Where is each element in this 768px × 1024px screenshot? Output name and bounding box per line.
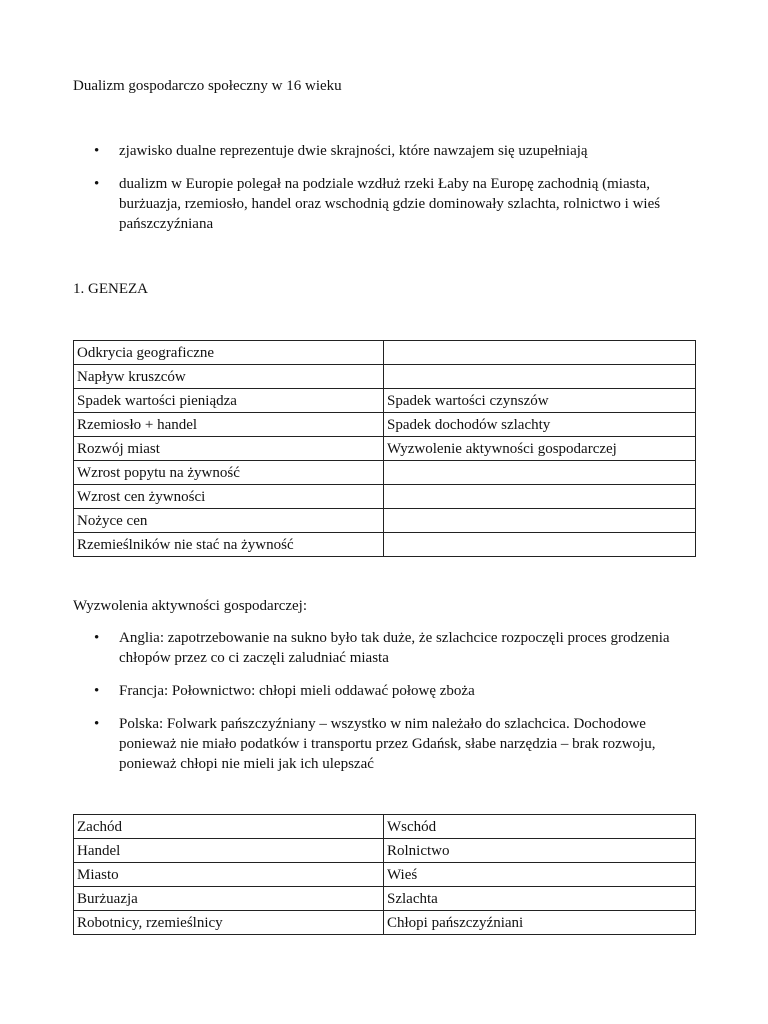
table-cell: Rolnictwo bbox=[384, 839, 696, 863]
table-row bbox=[74, 863, 696, 887]
table-cell: Nożyce cen bbox=[74, 509, 384, 533]
table-cell: Rzemiosło + handel bbox=[74, 413, 384, 437]
table-cell: Burżuazja bbox=[74, 887, 384, 911]
table-cell: Miasto bbox=[74, 863, 384, 887]
table-cell: Wzrost cen żywności bbox=[74, 485, 384, 509]
table-cell bbox=[384, 509, 696, 533]
section-heading-geneza: 1. GENEZA bbox=[73, 281, 148, 297]
geneza-table bbox=[73, 340, 696, 557]
list-item: • Anglia: zapotrzebowanie na sukno było tak duże, że szlachcice rozpoczęli proces grodzenia chłopów przez co ci zaczęli zaludniać miasta bbox=[73, 628, 693, 668]
table-row bbox=[74, 815, 696, 839]
table-cell: Wzrost popytu na żywność bbox=[74, 461, 384, 485]
table-cell bbox=[384, 341, 696, 365]
table-row bbox=[74, 911, 696, 935]
table-row bbox=[74, 887, 696, 911]
wyzwolenia-heading: Wyzwolenia aktywności gospodarczej: bbox=[73, 598, 308, 614]
table-cell: Handel bbox=[74, 839, 384, 863]
table-row bbox=[74, 413, 696, 437]
intro-bullet-list bbox=[73, 141, 693, 247]
table-cell: Wschód bbox=[384, 815, 696, 839]
table-cell: Zachód bbox=[74, 815, 384, 839]
table-row bbox=[74, 461, 696, 485]
list-item: • zjawisko dualne reprezentuje dwie skrajności, które nawzajem się uzupełniają bbox=[73, 141, 693, 161]
table-cell bbox=[384, 533, 696, 557]
table-row bbox=[74, 509, 696, 533]
page-title: Dualizm gospodarczo społeczny w 16 wieku bbox=[73, 78, 342, 94]
table-cell bbox=[384, 365, 696, 389]
table-cell: Rozwój miast bbox=[74, 437, 384, 461]
table-cell: Robotnicy, rzemieślnicy bbox=[74, 911, 384, 935]
table-row bbox=[74, 365, 696, 389]
table-row bbox=[74, 341, 696, 365]
table-row bbox=[74, 389, 696, 413]
wyzwolenia-bullet-list bbox=[73, 628, 693, 787]
table-cell: Chłopi pańszczyźniani bbox=[384, 911, 696, 935]
list-item: • Francja: Połownictwo: chłopi mieli oddawać połowę zboża bbox=[73, 681, 693, 701]
table-cell: Spadek wartości czynszów bbox=[384, 389, 696, 413]
table-cell: Szlachta bbox=[384, 887, 696, 911]
list-item: • Polska: Folwark pańszczyźniany – wszystko w nim należało do szlachcica. Dochodowe ponieważ nie miało podatków i transportu przez Gdańsk, słabe narzędzia – brak rozwoju, ponieważ chłopi nie mieli jak ich ulepszać bbox=[73, 714, 693, 774]
list-item: • dualizm w Europie polegał na podziale wzdłuż rzeki Łaby na Europę zachodnią (miasta, burżuazja, rzemiosło, handel oraz wschodnią gdzie dominowały szlachta, rolnictwo i wieś pańszczyźniana bbox=[73, 174, 693, 234]
west-east-table bbox=[73, 814, 696, 935]
table-cell: Wyzwolenie aktywności gospodarczej bbox=[384, 437, 696, 461]
table-cell: Spadek wartości pieniądza bbox=[74, 389, 384, 413]
table-cell: Napływ kruszców bbox=[74, 365, 384, 389]
table-cell: Odkrycia geograficzne bbox=[74, 341, 384, 365]
table-row bbox=[74, 533, 696, 557]
table-cell: Rzemieślników nie stać na żywność bbox=[74, 533, 384, 557]
table-row bbox=[74, 485, 696, 509]
table-row bbox=[74, 839, 696, 863]
table-cell bbox=[384, 485, 696, 509]
table-cell: Wieś bbox=[384, 863, 696, 887]
table-row bbox=[74, 437, 696, 461]
table-cell: Spadek dochodów szlachty bbox=[384, 413, 696, 437]
table-cell bbox=[384, 461, 696, 485]
